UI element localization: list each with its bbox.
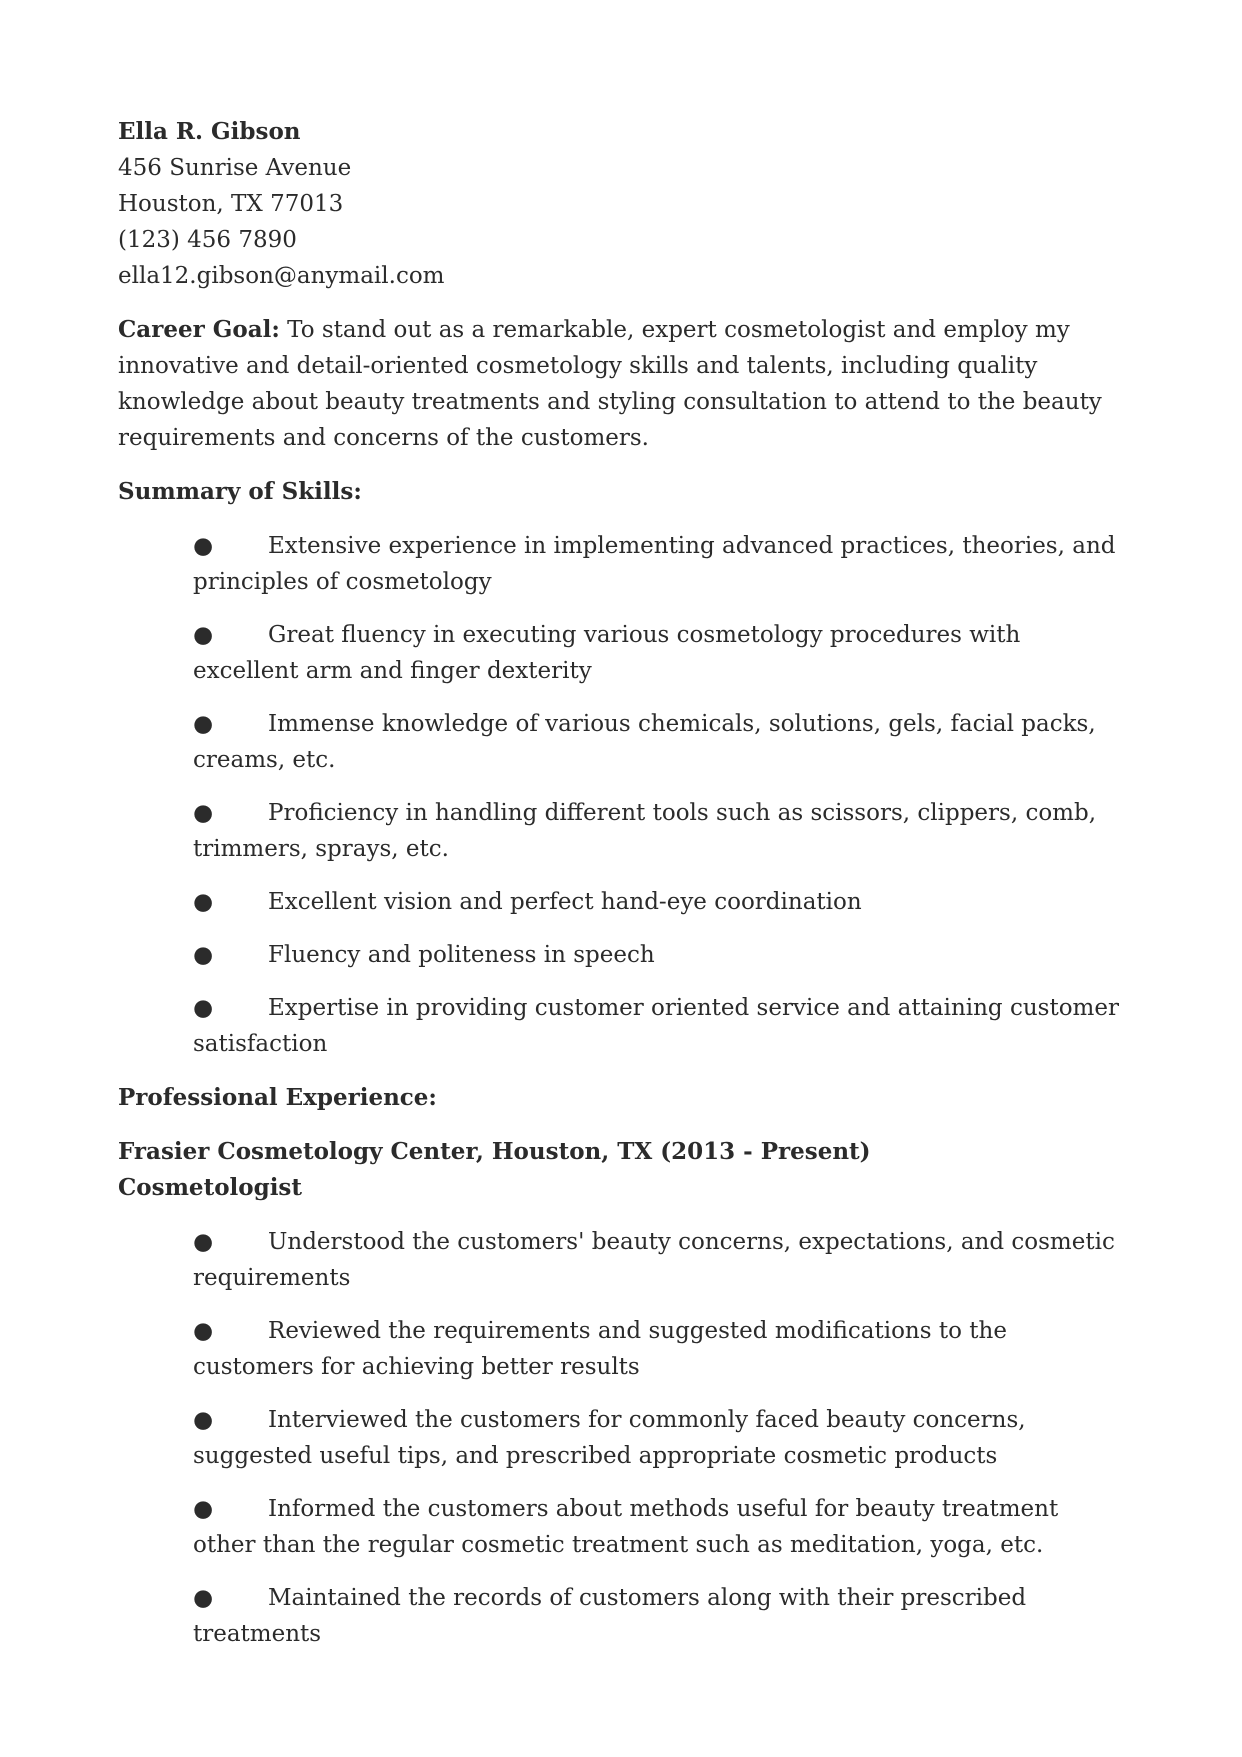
duty-text: Maintained the records of customers along with their prescribed treatments — [193, 1585, 1027, 1647]
list-item — [193, 1491, 1124, 1563]
list-item — [193, 1313, 1124, 1385]
list-item — [193, 937, 1124, 973]
skills-heading: Summary of Skills: — [118, 478, 362, 505]
bullet-icon: ● — [193, 800, 214, 826]
bullet-icon: ● — [193, 1585, 214, 1611]
address-line-1: 456 Sunrise Avenue — [118, 155, 352, 181]
duty-text: Interviewed the customers for commonly faced beauty concerns, suggested useful tips, and prescribed appropriate cosmetic products — [193, 1407, 1026, 1469]
skill-text: Fluency and politeness in speech — [268, 942, 655, 968]
skill-text: Immense knowledge of various chemicals, solutions, gels, facial packs, creams, etc. — [193, 711, 1096, 773]
career-goal-text: To stand out as a remarkable, expert cosmetologist and employ my innovative and detail-oriented cosmetology skills and talents, including quality knowledge about beauty treatments and styling consultation to attend to the beauty requirements and concerns of the customers. — [118, 317, 1102, 451]
list-item — [193, 884, 1124, 920]
list-item — [193, 528, 1124, 600]
bullet-icon: ● — [193, 942, 214, 968]
phone-number: (123) 456 7890 — [118, 227, 297, 253]
duties-list — [118, 1224, 1124, 1652]
skill-text: Extensive experience in implementing advanced practices, theories, and principles of cosmetology — [193, 533, 1116, 595]
address-line-2: Houston, TX 77013 — [118, 191, 344, 217]
list-item — [193, 1402, 1124, 1474]
employer: Frasier Cosmetology Center, Houston, TX (2013 - Present) — [118, 1138, 871, 1165]
duty-text: Informed the customers about methods useful for beauty treatment other than the regular cosmetic treatment such as meditation, yoga, etc. — [193, 1496, 1059, 1558]
bullet-icon: ● — [193, 533, 214, 559]
job-title: Cosmetologist — [118, 1174, 302, 1201]
duty-text: Reviewed the requirements and suggested modifications to the customers for achieving better results — [193, 1318, 1007, 1380]
applicant-name: Ella R. Gibson — [118, 118, 301, 145]
bullet-icon: ● — [193, 1496, 214, 1522]
bullet-icon: ● — [193, 1229, 214, 1255]
list-item — [193, 617, 1124, 689]
experience-heading: Professional Experience: — [118, 1084, 437, 1111]
job-header — [118, 1134, 1124, 1206]
bullet-icon: ● — [193, 711, 214, 737]
duty-text: Understood the customers' beauty concerns, expectations, and cosmetic requirements — [193, 1229, 1115, 1291]
skill-text: Expertise in providing customer oriented service and attaining customer satisfaction — [193, 995, 1119, 1057]
list-item — [193, 706, 1124, 778]
bullet-icon: ● — [193, 622, 214, 648]
skills-list — [118, 528, 1124, 1062]
list-item — [193, 990, 1124, 1062]
skill-text: Proficiency in handling different tools such as scissors, clippers, comb, trimmers, sprays, etc. — [193, 800, 1097, 862]
career-goal — [118, 312, 1124, 456]
skill-text: Great fluency in executing various cosmetology procedures with excellent arm and finger dexterity — [193, 622, 1021, 684]
skill-text: Excellent vision and perfect hand-eye coordination — [268, 889, 862, 915]
list-item — [193, 1580, 1124, 1652]
bullet-icon: ● — [193, 889, 214, 915]
email-address: ella12.gibson@anymail.com — [118, 263, 445, 289]
bullet-icon: ● — [193, 1318, 214, 1344]
career-goal-label: Career Goal: — [118, 316, 280, 343]
bullet-icon: ● — [193, 995, 214, 1021]
contact-block — [118, 114, 1124, 294]
list-item — [193, 795, 1124, 867]
bullet-icon: ● — [193, 1407, 214, 1433]
list-item — [193, 1224, 1124, 1296]
